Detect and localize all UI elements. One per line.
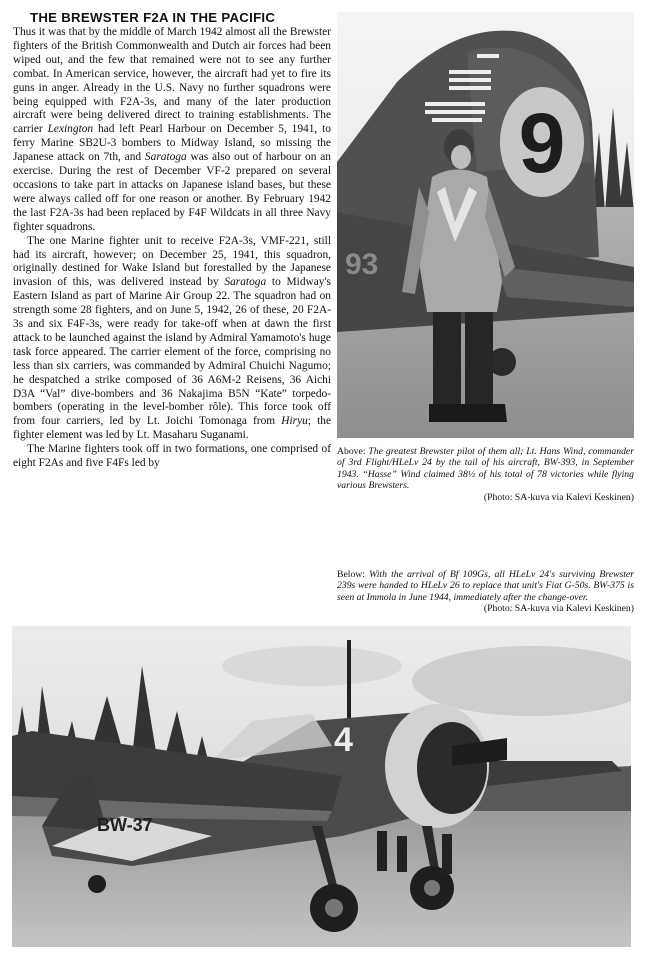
caption-lead: Below: (337, 569, 370, 580)
caption-text: With the arrival of Bf 109Gs, all HLeLv 24's surviving Brewster 239s were handed to HLeLv 26 to replace that unit's Fiat G-50s. BW-375 is seen at Immola in June 1944, immediately after the change-over. (337, 569, 635, 603)
photo-credit: (Photo: SA-kuva via Kalevi Keskinen) (483, 491, 634, 503)
article-body (13, 26, 331, 471)
photo-pilot-by-tail (337, 12, 634, 438)
ship-name: Hiryu (281, 415, 308, 428)
tail-code-mark: BW-37 (97, 815, 153, 835)
paragraph: The Marine fighters took off in two formations, one comprised of eight F2As and five F4Fs led by (13, 443, 331, 470)
caption-text: The greatest Brewster pilot of them all; Lt. Hans Wind, commander of 3rd Flight/HLeLv 24 by the tail of his aircraft, BW-393, in September 1943. “Hasse” Wind claimed 38½ of his total of 78 victories while flying various Brewsters. (337, 446, 634, 492)
ship-name: Saratoga (144, 151, 187, 164)
fuselage-code-mark: 93 (345, 248, 379, 281)
photo-brewster-bw375 (12, 626, 631, 947)
article-heading: THE BREWSTER F2A IN THE PACIFIC (30, 10, 276, 25)
ship-name: Lexington (47, 123, 94, 136)
cowl-number-mark: 4 (334, 721, 353, 759)
photo-caption-top (337, 446, 634, 503)
photo-caption-bottom (337, 569, 634, 615)
paragraph: Thus it was that by the middle of March 1942 almost all the Brewster fighters of the British Commonwealth and Dutch air forces had been wiped out, and the few that remained were not to see any further combat. In American service, however, the aircraft had yet to fire its guns in anger. Already in the U.S. Navy no further squadrons were being equipped with F2A-3s, and many of the later production aircraft were being delivered direct to training establishments. The carrier Lexington had left Pearl Harbour on December 5, 1941, to ferry Marine SB2U-3 bombers to Midway Island, so missing the Japanese attack on 7th, and Saratoga was also out of harbour on an exercise. During the rest of December VF-2 prepared on several occasions to take part in attacks on Japanese island bases, but these were always called off for one reason or another. By February 1942 the last F2A-3s had been replaced by F4F Wildcats in all three Navy fighter squadrons. (13, 26, 331, 233)
caption-lead: Above: (337, 446, 369, 457)
paragraph: The one Marine fighter unit to receive F2A-3s, VMF-221, still had its aircraft, however; on December 25, 1941, this squadron, originally destined for Wake Island but forestalled by the Japanese invasion of this, was delivered instead by Saratoga to Midway's Eastern Island as part of Marine Air Group 22. The squadron had on strength some 28 fighters, and on June 5, 1942, 26 of these, 20 F2A-3s and six F4F-3s, were ready for take-off when at dawn the first attack to be launched against the island by Admiral Yamamoto's huge task force appeared. The carrier element of the force, comprising no less than six carriers, was commanded by Admiral Chuichi Nagumo; he despatched a strike composed of 36 A6M-2 Reisens, 36 Aichi D3A “Val” dive-bombers and 36 Nakajima B5N “Kate” torpedo-bombers (operating in the level-bomber rôle). This force took off from four carriers, led by Lt. Joichi Tomonaga from Hiryu; the fighter element was led by Lt. Masaharu Suganami. (13, 234, 331, 442)
ship-name: Saratoga (224, 276, 267, 289)
tail-number-mark: 9 (518, 96, 566, 190)
photo-credit: (Photo: SA-kuva via Kalevi Keskinen) (483, 603, 634, 615)
